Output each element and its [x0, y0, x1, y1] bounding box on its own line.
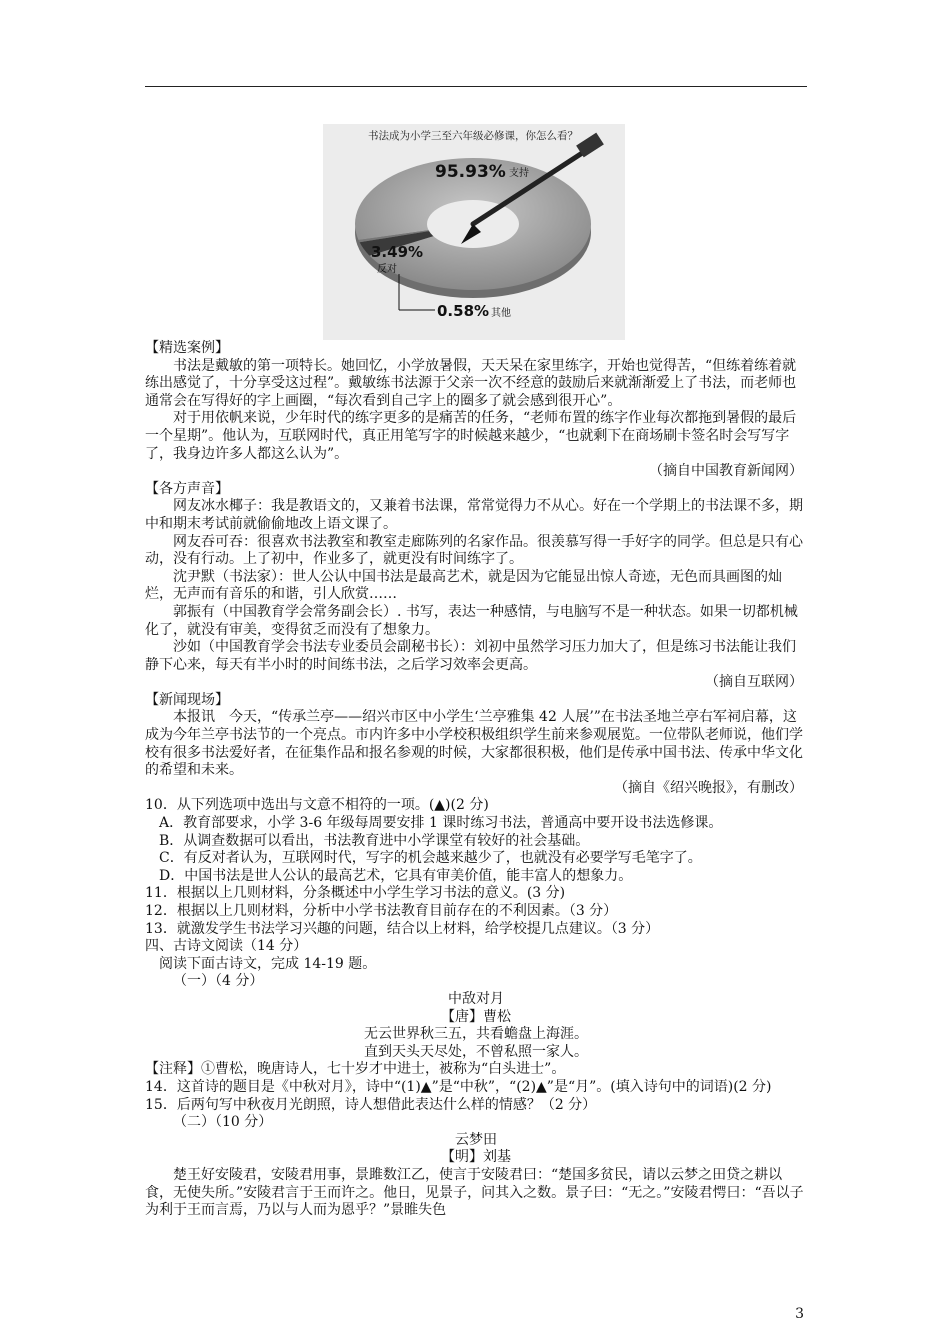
- poem-line: 无云世界秋三五，共看蟾盘上海涯。: [364, 1026, 588, 1043]
- option-c: C．有反对者认为，互联网时代，写字的机会越来越少了，也就没有必要学写毛笔字了。: [159, 850, 702, 867]
- poem-note: 【注释】①曹松，晚唐诗人，七十岁才中进士，被称为“白头进士”。: [145, 1061, 566, 1078]
- document-body: [145, 340, 807, 1220]
- prose-author: 【明】刘基: [441, 1149, 511, 1166]
- subsection-heading: （一）（4 分）: [173, 973, 264, 990]
- other-percent: 0.58%: [437, 302, 490, 320]
- question-10: 10．从下列选项中选出与文意不相符的一项。(▲)(2 分): [145, 797, 489, 814]
- oppose-label: 反对: [377, 264, 397, 275]
- question-11: 11．根据以上几则材料，分条概述中小学生学习书法的意义。(3 分): [145, 885, 566, 902]
- part-heading: 四、古诗文阅读（14 分）: [145, 938, 308, 955]
- source-note: （摘自《绍兴晚报》，有删改）: [614, 779, 803, 796]
- poem-author: 【唐】曹松: [441, 1008, 511, 1025]
- chart-title: 书法成为小学三至六年级必修课，你怎么看？: [368, 130, 578, 142]
- source-note: （摘自中国教育新闻网）: [649, 463, 803, 480]
- paragraph: 网友冰水椰子：我是教语文的，又兼着书法课，常常觉得力不从心。好在一个学期上的书法课不多，期中和期末考试前就偷偷地改上语文课了。: [145, 498, 803, 532]
- header-rule: [145, 86, 807, 87]
- question-12: 12．根据以上几则材料，分析中小学书法教育目前存在的不利因素。（3 分）: [145, 903, 618, 919]
- poem-title: 中敌对月: [448, 990, 504, 1007]
- paragraph: 楚王好安陵君，安陵君用事，景雎数江乙，使言于安陵君曰：“楚国多贫民，请以云梦之田贷之耕以食，无使失所。”安陵君言于王而许之。他日，见景子，问其入之数。景子曰：“无之。”安陵君愕曰：“吾以子为利于王而言焉，乃以与人而为恩乎？”景睢失色: [145, 1166, 804, 1219]
- subsection-heading: （二）（10 分）: [173, 1114, 273, 1131]
- reading-intro: 阅读下面古诗文，完成 14-19 题。: [159, 955, 377, 972]
- question-13: 13．就激发学生书法学习兴趣的问题，结合以上材料，给学校提几点建议。（3 分）: [145, 920, 660, 937]
- prose-title: 云梦田: [455, 1131, 497, 1148]
- section-heading: 【各方声音】: [145, 480, 229, 497]
- support-percent: 95.93%: [435, 162, 506, 182]
- page-number: 3: [795, 1306, 804, 1322]
- donut-chart-svg: [323, 124, 625, 340]
- paragraph: 沈尹默（书法家）：世人公认中国书法是最高艺术，就是因为它能显出惊人奇迹，无色而具画图的灿烂，无声而有音乐的和谐，引人欣赏……: [145, 568, 782, 603]
- other-label: 其他: [491, 308, 511, 319]
- paragraph: 本报讯 今天，“传承兰亭——绍兴市区中小学生‘兰亭雅集 42 人展’”在书法圣地兰亭右军祠启幕，这成为今年兰亭书法节的一个亮点。市内许多中小学校积极组织学生前来参观展览。一位带队老师说，他们学校有很多书法爱好者，在征集作品和报名参观的时候，大家都很积极，他们是传承中国书法、传承中华文化的希望和未来。: [145, 709, 803, 779]
- poem-line: 直到天头天尽处，不曾私照一家人。: [364, 1043, 588, 1060]
- survey-chart: [323, 124, 625, 340]
- option-b: B．从调查数据可以看出，书法教育进中小学课堂有较好的社会基础。: [159, 832, 590, 849]
- question-14: 14．这首诗的题目是《中秋对月》，诗中“(1)▲”是“中秋”，“(2)▲”是“月”。(填入诗句中的词语)(2 分): [145, 1078, 772, 1095]
- paragraph: 对于用依帆来说，少年时代的练字更多的是痛苦的任务，“老师布置的练字作业每次都拖到暑假的最后一个星期”。他认为，互联网时代，真正用笔写字的时候越来越少，“也就剩下在商场刷卡签名时会写写字了，我身边许多人都这么认为”。: [145, 410, 797, 462]
- paragraph: 郭振有（中国教育学会常务副会长）. 书写，表达一种感情，与电脑写不是一种状态。如果一切都机械化了，就没有审美，变得贫乏而没有了想象力。: [145, 603, 798, 638]
- option-d: D．中国书法是世人公认的最高艺术，它具有审美价值，能丰富人的想象力。: [159, 867, 633, 884]
- source-note: （摘自互联网）: [705, 674, 803, 691]
- section-heading: 【新闻现场】: [145, 691, 229, 708]
- question-15: 15．后两句写中秋夜月光朗照，诗人想借此表达什么样的情感？（2 分）: [145, 1096, 597, 1113]
- paragraph: 沙如（中国教育学会书法专业委员会副秘书长）：刘初中虽然学习压力加大了，但是练习书法能让我们静下心来，每天有半小时的时间练书法，之后学习效率会更高。: [145, 639, 796, 673]
- option-a: A．教育部要求，小学 3-6 年级每周要安排 1 课时练习书法，普通高中要开设书法选修课。: [159, 815, 723, 832]
- section-heading: 【精选案例】: [145, 340, 229, 356]
- support-label: 支持: [509, 168, 529, 179]
- paragraph: 网友吞可吞：很喜欢书法教室和教室走廊陈列的名家作品。很羡慕写得一手好字的同学。但总是只有心动，没有行动。上了初中，作业多了，就更没有时间练字了。: [145, 533, 803, 568]
- paragraph: 书法是戴敏的第一项特长。她回忆，小学放暑假，天天呆在家里练字，开始也觉得苦，“但练着练着就练出感觉了，十分享受这过程”。戴敏练书法源于父亲一次不经意的鼓励后来就渐渐爱上了书法，而老师也通常会在写得好的字上画圈，“每次看到自己字上的圈多了就会感到很开心”。: [145, 357, 797, 409]
- oppose-percent: 3.49%: [371, 243, 424, 261]
